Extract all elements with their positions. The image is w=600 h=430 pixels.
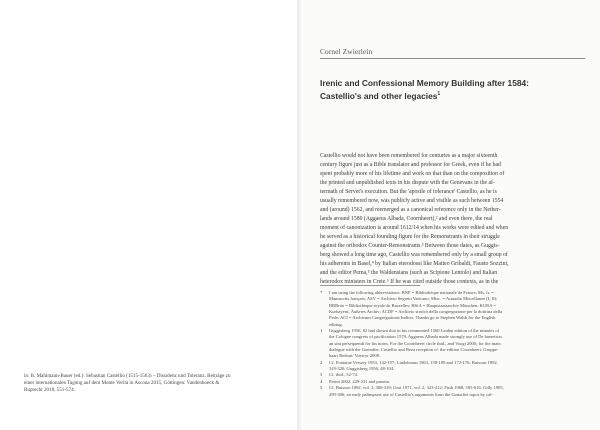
body-line: he served as a historical founding figure for the Remonstrants in their struggle xyxy=(320,234,500,240)
body-line: Castellio would not have been remembered for centuries as a major sixteenth xyxy=(320,153,498,159)
footnote-number: 2 xyxy=(320,359,323,365)
footnote-text: Perini 2002, 229-231 and passim. xyxy=(329,378,391,384)
body-line: spent probably more of his lifetime and work on that than on the composition of xyxy=(320,171,505,177)
source-citation xyxy=(24,373,286,394)
footnote-text: I am using the following abbreviations: BNF = Bibliothèque nationale de France; Ms. fr. = xyxy=(329,290,494,295)
footnote-line: haari Redoni/ Voewyr 2008. xyxy=(329,353,381,359)
footnote-text: Cf. Fontaine Verwey 1953, 142-157; Lindeboom 1963, 158-180 and 172-176; Buisson 1892, xyxy=(329,359,498,365)
header-rule xyxy=(320,58,585,59)
body-line: the printed and unpublished texts in his dispute with the Genevans in the af- xyxy=(320,180,495,186)
footnote-rule xyxy=(320,285,420,286)
footnote-line: BRBrux = Bibliothèque royale de Bruxelles; HStA = Hauptstaatsarchiv München; KURA = xyxy=(329,302,496,308)
footnote-line: Manuscrits français; ASV = Archivio Segreto Vaticano; Misc. = Armadio Miscellanee (I, II); xyxy=(329,296,498,302)
footnote-line: 299-306; an early palimpsest use of Castellio's arguments from the Gomaliet topos by cal- xyxy=(329,391,494,397)
footnote-line: editing. xyxy=(329,321,343,327)
footnote-number: 1 xyxy=(320,328,323,334)
citation-line: einer internationalen Tagung auf dem Monte Verità in Ascona 2015, Göttingen: Vandenhoeck & xyxy=(24,380,220,386)
footnotes xyxy=(320,290,582,398)
body-line: berg showed a long time ago, Castellio was remembered only by a small group of xyxy=(320,252,508,258)
title-line: Irenic and Confessional Memory Building after 1584: xyxy=(320,78,529,88)
footnote-number: 4 xyxy=(320,378,323,384)
footnote-text: Guggisberg 1956, 82 had shown that in his commented 1560 Leiden edition of the minutes of xyxy=(329,328,500,334)
footnote-text: Cf. Buisson 1892, vol. 2, 300-319; Orot 1971, vol. 2, 323-412; Firth 1968, 585-616; Gilly 1985, xyxy=(329,385,504,391)
title-line: Castellio's and other legacies xyxy=(320,90,438,101)
body-line: his adherents in Basel,⁴ by Italian eterodossi like Matteo Gribaldi, Fausto Sozzini, xyxy=(320,261,509,267)
citation-line: in: B. Mahlmann-Bauer (ed.): Sebastian Castellio (1515-1563) – Dissidenz und Toleranz. Beiträge zu xyxy=(24,373,231,379)
body-line: usually remembered now, was publicly active and visible as such between 1554 xyxy=(320,198,504,204)
body-text xyxy=(320,152,582,287)
body-line: and (around) 1562, and reemerged as a canonical reference only in the Nether- xyxy=(320,207,501,213)
title-line-2 xyxy=(320,89,582,102)
body-line: and the editor Perna,⁵ the Waldensians (such as Scipione Lentolo) and Italian xyxy=(320,270,498,276)
chapter-title xyxy=(320,78,582,102)
footnote-number: * xyxy=(320,290,323,295)
body-line: century figure just as a Bible translator and professor for Greek, even if he had xyxy=(320,162,501,168)
author-name: Cornel Zwierlein xyxy=(320,47,373,56)
footnote-number: 5 xyxy=(320,385,323,391)
footnote-line: dialogue with the Gomaliet, Castellio and Beza reception cf. the edition Coornheert: Gruppe- xyxy=(329,347,499,353)
footnote-line: Fede; ACI = Archivum Congregationis Indicis. Thanks go to Stephen Walsh for the English xyxy=(329,315,496,321)
body-line: against the orthodox Counter-Remonstrants.³ Between those dates, as Guggis- xyxy=(320,243,500,249)
citation-line: Ruprecht 2018, 551-574. xyxy=(24,387,75,393)
footnote-line: Kurbayern, Äußeres Archiv; ACDF = Archivio storico della congregazione per la dottrina della xyxy=(329,309,503,315)
footnote-line: an sint persequendi for his notes. For the Coornheert circle ibid., and Voogt 2000; for the main xyxy=(329,340,501,346)
footnote-number: 3 xyxy=(320,372,323,378)
footnote-line: the Cologne congress of pacification 1579, Aggaeus Albada made strongly use of De haereticis xyxy=(329,334,502,340)
footnote-line: 319-320; Guggisberg 1956, 48-104. xyxy=(329,366,395,372)
body-line: termath of Servet's execution. But the 'apostle of tolerance' Castellio, as he is xyxy=(320,189,497,195)
body-line: moment of canonization is around 1612/14 when his works were edited and when xyxy=(320,225,509,231)
left-page xyxy=(0,0,298,430)
footnote-text: Cf. ibid., 32-74. xyxy=(329,372,359,378)
body-line: lands around 1580 (Aggaeus Albada, Coornheert),² and even there, the real xyxy=(320,216,493,222)
body-line: heterodox ministers in Crete.⁶ If he was cited outside those contexts, as in the xyxy=(320,279,499,285)
title-footnote-mark: 1 xyxy=(437,91,441,97)
